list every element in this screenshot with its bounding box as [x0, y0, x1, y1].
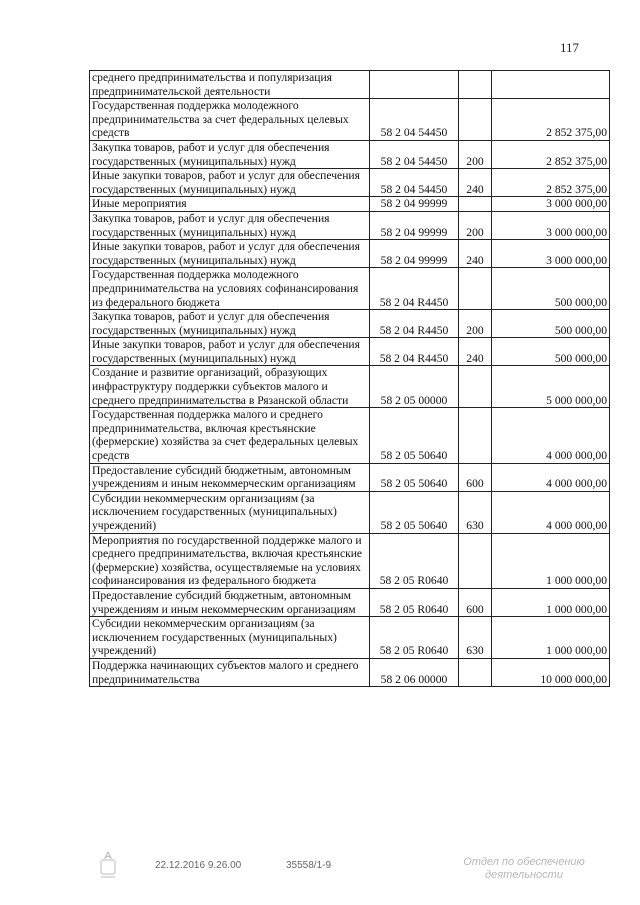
row-vr-cell: 240	[459, 240, 492, 268]
row-vr-cell: 240	[459, 338, 492, 366]
row-amount-cell: 5 000 000,00	[492, 366, 610, 408]
table-row	[90, 140, 610, 168]
row-vr-cell: 600	[459, 588, 492, 616]
row-name-cell: Закупка товаров, работ и услуг для обеспечения государственных (муниципальных) нужд	[90, 211, 370, 239]
table-row	[90, 338, 610, 366]
row-amount-cell: 500 000,00	[492, 268, 610, 310]
row-csr-cell: 58 2 04 99999	[370, 197, 459, 212]
row-csr-cell: 58 2 05 R0640	[370, 533, 459, 588]
row-csr-cell: 58 2 04 R4450	[370, 310, 459, 338]
row-vr-cell	[459, 268, 492, 310]
table-row	[90, 491, 610, 533]
row-name-cell: Иные закупки товаров, работ и услуг для обеспечения государственных (муниципальных) нужд	[90, 338, 370, 366]
row-amount-cell: 3 000 000,00	[492, 240, 610, 268]
row-vr-cell: 200	[459, 211, 492, 239]
row-csr-cell: 58 2 05 50640	[370, 408, 459, 463]
row-name-cell: Иные закупки товаров, работ и услуг для обеспечения государственных (муниципальных) нужд	[90, 169, 370, 197]
row-amount-cell: 1 000 000,00	[492, 588, 610, 616]
row-vr-cell	[459, 533, 492, 588]
row-name-cell: Мероприятия по государственной поддержке малого и среднего предпринимательства, включая крестьянские (фермерские) хозяйства, осуществляемые на условиях софинансирования из федерального бюджета	[90, 533, 370, 588]
row-amount-cell: 1 000 000,00	[492, 533, 610, 588]
row-name-cell: Предоставление субсидий бюджетным, автономным учреждениям и иным некоммерческим организациям	[90, 463, 370, 491]
row-vr-cell: 200	[459, 310, 492, 338]
row-vr-cell	[459, 408, 492, 463]
table-row	[90, 211, 610, 239]
row-csr-cell: 58 2 04 R4450	[370, 268, 459, 310]
row-name-cell: Закупка товаров, работ и услуг для обеспечения государственных (муниципальных) нужд	[90, 310, 370, 338]
row-name-cell: Иные мероприятия	[90, 197, 370, 212]
row-csr-cell: 58 2 05 50640	[370, 463, 459, 491]
row-amount-cell: 500 000,00	[492, 310, 610, 338]
office-stamp: Отдел по обеспечению деятельности	[463, 856, 585, 881]
row-vr-cell: 600	[459, 463, 492, 491]
table-row	[90, 463, 610, 491]
row-vr-cell: 240	[459, 169, 492, 197]
row-amount-cell: 4 000 000,00	[492, 491, 610, 533]
page-number: 117	[560, 40, 580, 55]
table-row	[90, 588, 610, 616]
row-csr-cell: 58 2 04 54450	[370, 99, 459, 141]
row-name-cell: Государственная поддержка малого и среднего предпринимательства, включая крестьянские (фермерские) хозяйства за счет федеральных целевых средств	[90, 408, 370, 463]
row-name-cell: Субсидии некоммерческим организациям (за исключением государственных (муниципальных) учреждений)	[90, 491, 370, 533]
row-vr-cell	[459, 71, 492, 99]
row-amount-cell: 3 000 000,00	[492, 211, 610, 239]
table-row	[90, 617, 610, 659]
row-amount-cell: 4 000 000,00	[492, 408, 610, 463]
row-vr-cell: 630	[459, 617, 492, 659]
page-footer	[0, 856, 640, 900]
row-vr-cell	[459, 658, 492, 686]
row-csr-cell: 58 2 05 R0640	[370, 588, 459, 616]
row-vr-cell	[459, 99, 492, 141]
row-name-cell: Закупка товаров, работ и услуг для обеспечения государственных (муниципальных) нужд	[90, 140, 370, 168]
row-name-cell: Государственная поддержка молодежного предпринимательства на условиях софинансирования из федерального бюджета	[90, 268, 370, 310]
row-csr-cell: 58 2 04 54450	[370, 140, 459, 168]
row-name-cell: Субсидии некоммерческим организациям (за исключением государственных (муниципальных) учреждений)	[90, 617, 370, 659]
table-row	[90, 268, 610, 310]
table-row	[90, 197, 610, 212]
row-amount-cell	[492, 71, 610, 99]
row-vr-cell	[459, 197, 492, 212]
table-row	[90, 71, 610, 99]
row-amount-cell: 10 000 000,00	[492, 658, 610, 686]
row-amount-cell: 4 000 000,00	[492, 463, 610, 491]
row-amount-cell: 3 000 000,00	[492, 197, 610, 212]
row-csr-cell: 58 2 04 R4450	[370, 338, 459, 366]
row-csr-cell: 58 2 04 54450	[370, 169, 459, 197]
row-amount-cell: 2 852 375,00	[492, 140, 610, 168]
row-vr-cell: 630	[459, 491, 492, 533]
row-csr-cell: 58 2 05 50640	[370, 491, 459, 533]
footer-date: 22.12.2016 9.26.00	[155, 860, 242, 871]
row-csr-cell: 58 2 04 99999	[370, 240, 459, 268]
row-csr-cell: 58 2 06 00000	[370, 658, 459, 686]
table-row	[90, 99, 610, 141]
row-csr-cell: 58 2 05 R0640	[370, 617, 459, 659]
table-row	[90, 366, 610, 408]
row-amount-cell: 500 000,00	[492, 338, 610, 366]
row-vr-cell: 200	[459, 140, 492, 168]
row-name-cell: среднего предпринимательства и популяризация предпринимательской деятельности	[90, 71, 370, 99]
row-name-cell: Создание и развитие организаций, образующих инфраструктуру поддержки субъектов малого и среднего предпринимательства в Рязанской области	[90, 366, 370, 408]
footer-doc-number: 35558/1-9	[286, 860, 332, 871]
row-name-cell: Государственная поддержка молодежного предпринимательства за счет федеральных целевых средств	[90, 99, 370, 141]
row-csr-cell	[370, 71, 459, 99]
row-amount-cell: 2 852 375,00	[492, 99, 610, 141]
row-name-cell: Иные закупки товаров, работ и услуг для обеспечения государственных (муниципальных) нужд	[90, 240, 370, 268]
row-amount-cell: 2 852 375,00	[492, 169, 610, 197]
row-amount-cell: 1 000 000,00	[492, 617, 610, 659]
table-row	[90, 658, 610, 686]
row-vr-cell	[459, 366, 492, 408]
table-row	[90, 240, 610, 268]
row-csr-cell: 58 2 04 99999	[370, 211, 459, 239]
emblem-icon	[96, 850, 120, 883]
row-name-cell: Поддержка начинающих субъектов малого и среднего предпринимательства	[90, 658, 370, 686]
table-row	[90, 408, 610, 463]
table-row	[90, 533, 610, 588]
row-csr-cell: 58 2 05 00000	[370, 366, 459, 408]
table-row	[90, 169, 610, 197]
table-row	[90, 310, 610, 338]
budget-table	[89, 70, 610, 687]
row-name-cell: Предоставление субсидий бюджетным, автономным учреждениям и иным некоммерческим организациям	[90, 588, 370, 616]
